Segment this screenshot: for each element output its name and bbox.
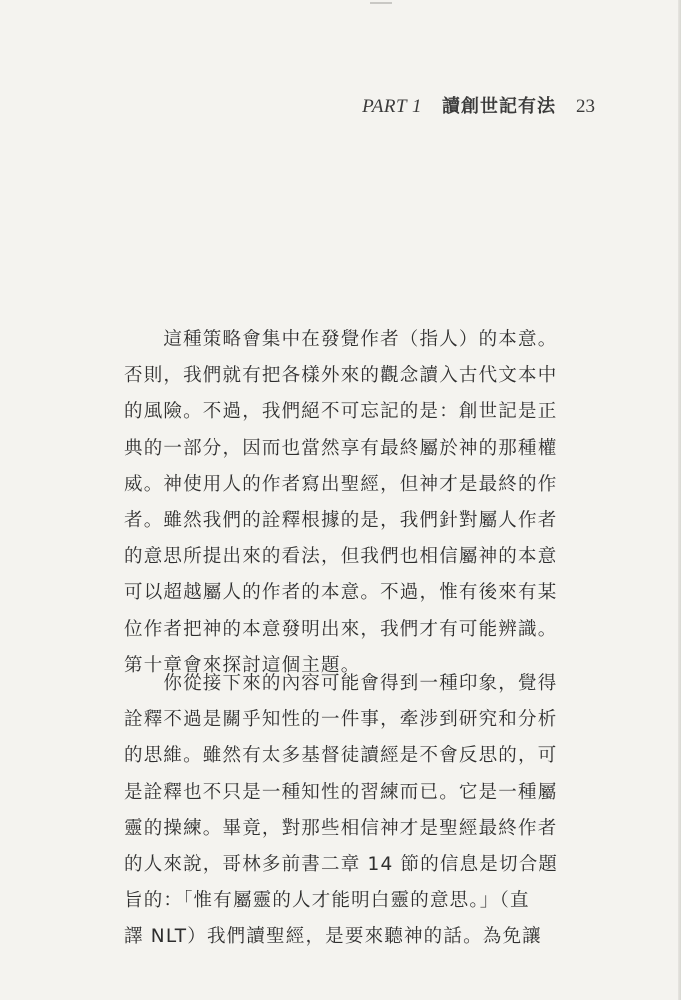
text-line: 是詮釋也不只是一種知性的習練而已。它是一種屬 — [124, 781, 558, 803]
text-line: 的風險。不過，我們絕不可忘記的是：創世記是正 — [124, 401, 558, 423]
text-line: 詮釋不過是關乎知性的一件事，牽涉到研究和分析 — [124, 709, 558, 731]
text-line: 這種策略會集中在發覺作者（指人）的本意。 — [124, 329, 558, 350]
page-number: 23 — [576, 96, 595, 117]
text-line: 的思維。雖然有太多基督徒讀經是不會反思的，可 — [124, 745, 558, 767]
paragraph-1 — [124, 322, 572, 684]
text-line: 威。神使用人的作者寫出聖經，但神才是最終的作 — [124, 473, 558, 495]
header-part-label: PART 1 — [362, 96, 422, 117]
page-edge-mark — [370, 2, 392, 4]
header-chapter-title: 讀創世記有法 — [442, 96, 556, 117]
text-line: 者。雖然我們的詮釋根據的是，我們針對屬人作者 — [124, 509, 558, 531]
text-line: 旨的：「惟有屬靈的人才能明白靈的意思。」（直 — [124, 890, 530, 912]
text-line: 的人來說，哥林多前書二章 14 節的信息是切合題 — [124, 853, 559, 875]
text-line: 譯 NLT）我們讀聖經，是要來聽神的話。為免讓 — [124, 926, 542, 948]
text-line: 否則，我們就有把各樣外來的觀念讀入古代文本中 — [124, 365, 558, 387]
text-line: 第十章會來探討這個主題。 — [124, 654, 361, 676]
paragraph-2 — [124, 666, 572, 956]
text-line: 的意思所提出來的看法，但我們也相信屬神的本意 — [124, 546, 558, 568]
text-line: 你從接下來的內容可能會得到一種印象，覺得 — [124, 673, 558, 694]
text-line: 靈的操練。畢竟，對那些相信神才是聖經最終作者 — [124, 817, 558, 839]
text-line: 典的一部分，因而也當然享有最終屬於神的那種權 — [124, 437, 558, 459]
text-line: 位作者把神的本意發明出來，我們才有可能辨識。 — [124, 618, 558, 640]
running-header — [362, 92, 595, 122]
text-line: 可以超越屬人的作者的本意。不過，惟有後來有某 — [124, 582, 558, 604]
